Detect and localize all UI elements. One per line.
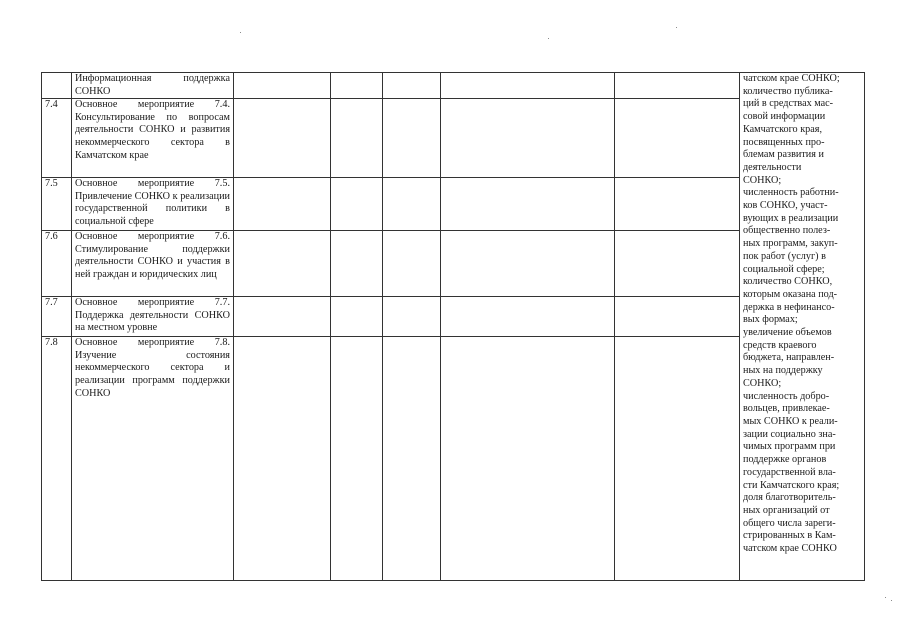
indicator-line: пок работ (услуг) в bbox=[743, 250, 826, 262]
row-number: 7.6 bbox=[42, 231, 72, 297]
indicator-line: численность добро- bbox=[743, 390, 830, 402]
empty-cell bbox=[331, 73, 383, 99]
indicator-line: держка в нефинансо- bbox=[743, 301, 835, 313]
indicator-line: доля благотворитель- bbox=[743, 492, 836, 504]
indicator-line: СОНКО; bbox=[743, 174, 782, 186]
empty-cell bbox=[615, 178, 740, 231]
indicator-line: мых СОНКО к реали- bbox=[743, 415, 838, 427]
indicator-line: общественно полез- bbox=[743, 225, 831, 237]
indicator-line: совой информации bbox=[743, 111, 826, 123]
scan-speck bbox=[891, 600, 892, 601]
empty-cell bbox=[331, 178, 383, 231]
indicator-line: чимых программ при bbox=[743, 441, 836, 453]
indicator-line: поддержке органов bbox=[743, 454, 827, 466]
empty-cell bbox=[441, 231, 615, 297]
empty-cell bbox=[331, 99, 383, 178]
empty-cell bbox=[383, 231, 441, 297]
empty-cell bbox=[234, 99, 331, 178]
activity-name: Основное мероприятие 7.8. Изучение состояния некоммерческого сектора и реализации программ поддержки СОНКО bbox=[72, 337, 234, 581]
indicators-cell bbox=[740, 73, 865, 581]
row-number: 7.7 bbox=[42, 297, 72, 337]
empty-cell bbox=[234, 178, 331, 231]
indicator-line: численность работни- bbox=[743, 187, 839, 199]
indicator-line: ций в средствах мас- bbox=[743, 98, 834, 110]
empty-cell bbox=[441, 73, 615, 99]
indicator-line: вых формах; bbox=[743, 314, 798, 326]
empty-cell bbox=[441, 297, 615, 337]
scan-speck bbox=[240, 32, 241, 33]
empty-cell bbox=[383, 297, 441, 337]
empty-cell bbox=[615, 337, 740, 581]
activity-name: Основное мероприятие 7.4. Консультирование по вопросам деятельности СОНКО и развития некоммерческого сектора в Камчатском крае bbox=[72, 99, 234, 178]
table-row bbox=[42, 73, 865, 99]
indicator-line: средств краевого bbox=[743, 339, 817, 351]
indicator-line: бюджета, направлен- bbox=[743, 352, 835, 364]
activity-name: Информационная поддержка СОНКО bbox=[72, 73, 234, 99]
row-number: 7.5 bbox=[42, 178, 72, 231]
empty-cell bbox=[615, 297, 740, 337]
indicator-line: вующих в реализации bbox=[743, 212, 839, 224]
empty-cell bbox=[234, 231, 331, 297]
empty-cell bbox=[441, 178, 615, 231]
empty-cell bbox=[383, 73, 441, 99]
row-number: 7.4 bbox=[42, 99, 72, 178]
indicator-line: зации социально зна- bbox=[743, 428, 836, 440]
empty-cell bbox=[441, 99, 615, 178]
empty-cell bbox=[234, 73, 331, 99]
indicator-line: стрированных в Кам- bbox=[743, 530, 836, 542]
empty-cell bbox=[331, 297, 383, 337]
indicator-line: ных программ, закуп- bbox=[743, 238, 838, 250]
empty-cell bbox=[615, 99, 740, 178]
empty-cell bbox=[383, 178, 441, 231]
indicator-line: общего числа зареги- bbox=[743, 517, 836, 529]
empty-cell bbox=[383, 99, 441, 178]
program-activities-table bbox=[41, 72, 865, 581]
activity-name: Основное мероприятие 7.5. Привлечение СОНКО к реализации государственной политики в социальной сфере bbox=[72, 178, 234, 231]
empty-cell bbox=[383, 337, 441, 581]
indicator-line: сти Камчатского края; bbox=[743, 479, 840, 491]
indicator-line: посвященных про- bbox=[743, 136, 825, 148]
empty-cell bbox=[331, 231, 383, 297]
indicator-line: СОНКО; bbox=[743, 377, 782, 389]
row-number: 7.8 bbox=[42, 337, 72, 581]
scan-speck bbox=[676, 27, 677, 28]
indicator-line: чатском крае СОНКО; bbox=[743, 73, 840, 84]
indicator-line: количество СОНКО, bbox=[743, 276, 833, 288]
indicator-line: ных на поддержку bbox=[743, 365, 823, 377]
empty-cell bbox=[331, 337, 383, 581]
indicator-line: государственной вла- bbox=[743, 466, 836, 478]
indicator-line: Камчатского края, bbox=[743, 123, 822, 135]
indicator-line: которым оказана под- bbox=[743, 288, 838, 300]
indicator-line: деятельности bbox=[743, 161, 802, 173]
activity-name: Основное мероприятие 7.6. Стимулирование поддержки деятельности СОНКО и участия в ней граждан и юридических лиц bbox=[72, 231, 234, 297]
activity-name: Основное мероприятие 7.7. Поддержка деятельности СОНКО на местном уровне bbox=[72, 297, 234, 337]
indicator-line: увеличение объемов bbox=[743, 327, 832, 339]
empty-cell bbox=[234, 297, 331, 337]
scan-speck bbox=[885, 597, 886, 598]
indicator-line: ных организаций от bbox=[743, 504, 830, 516]
indicator-line: блемам развития и bbox=[743, 149, 824, 161]
indicator-line: количество публика- bbox=[743, 85, 833, 97]
indicator-line: социальной сфере; bbox=[743, 263, 825, 275]
empty-cell bbox=[615, 231, 740, 297]
empty-cell bbox=[615, 73, 740, 99]
indicator-line: чатском крае СОНКО bbox=[743, 543, 837, 555]
indicator-line: ков СОНКО, участ- bbox=[743, 200, 828, 212]
empty-cell bbox=[441, 337, 615, 581]
indicator-line: вольцев, привлекае- bbox=[743, 403, 830, 415]
row-number bbox=[42, 73, 72, 99]
empty-cell bbox=[234, 337, 331, 581]
scan-speck bbox=[548, 38, 549, 39]
